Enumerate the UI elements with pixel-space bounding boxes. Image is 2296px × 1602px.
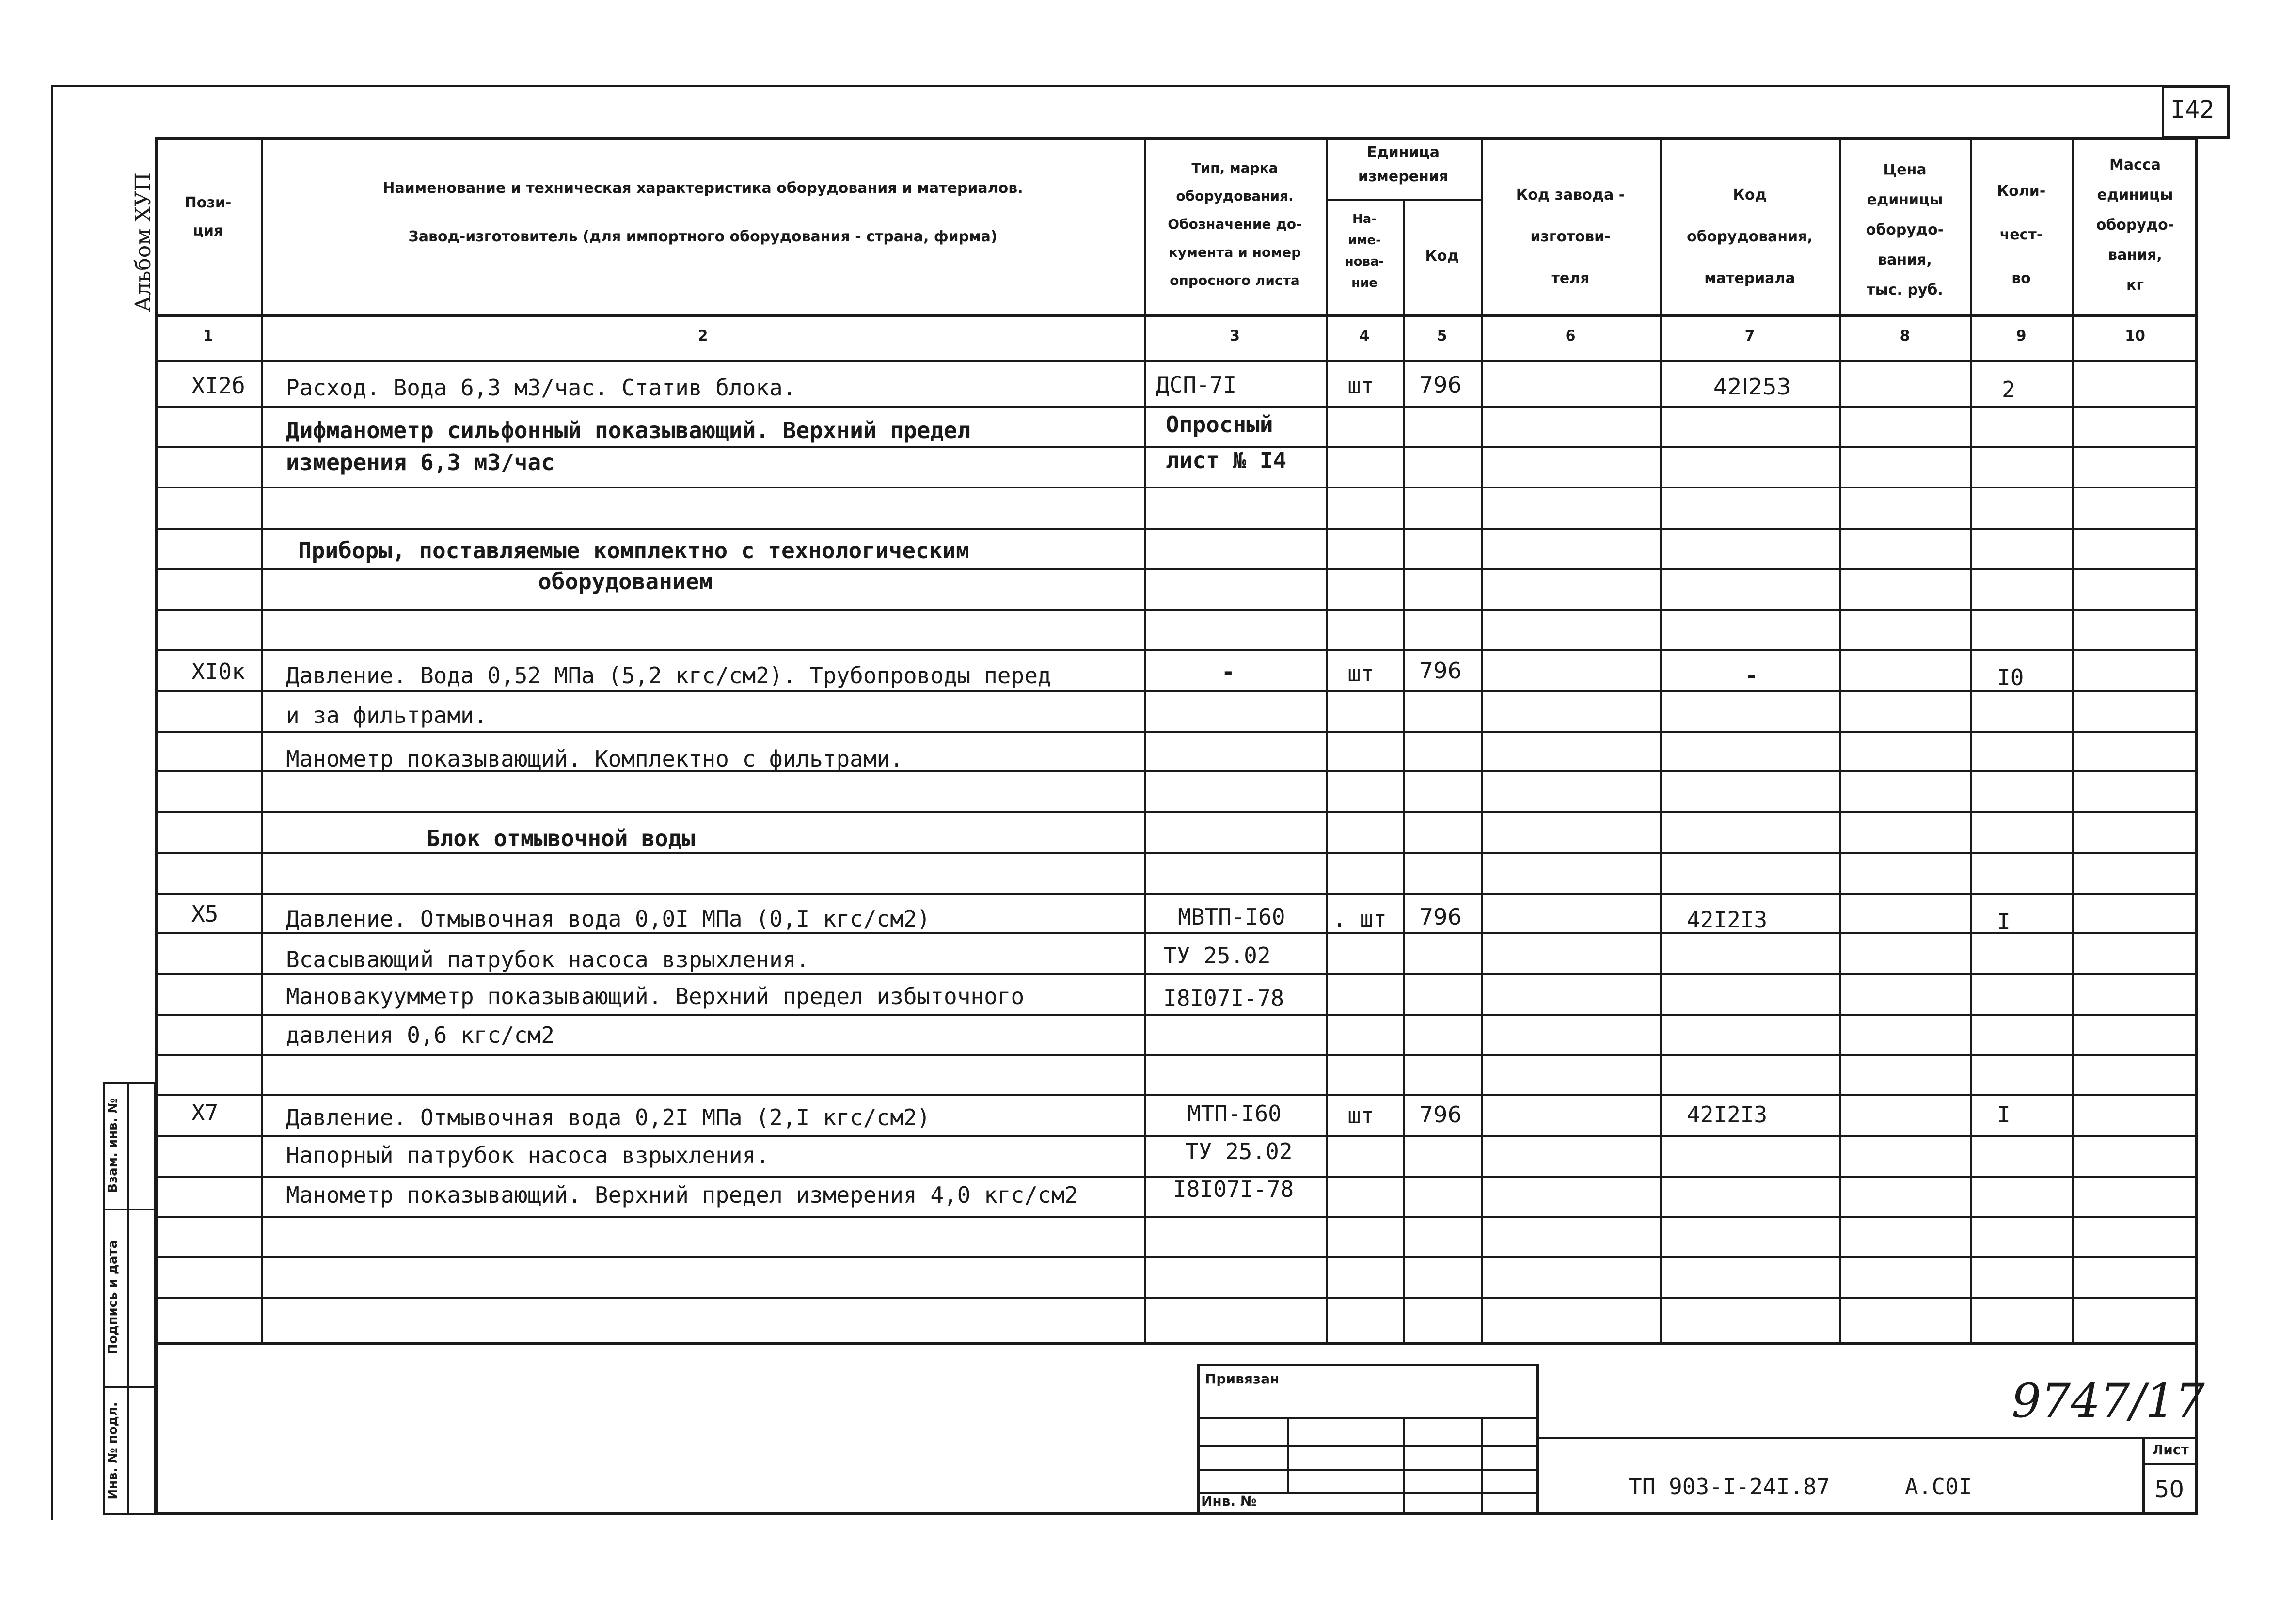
album-label: Альбом ХУП	[131, 173, 156, 312]
colnum-1: 1	[203, 328, 213, 345]
col-line-9	[2072, 137, 2074, 1342]
colnum-6: 6	[1565, 328, 1576, 345]
tb-line	[1403, 1417, 1405, 1515]
col-line-3	[1326, 137, 1328, 1342]
header-unit-code: Код	[1425, 248, 1459, 265]
row-unit-code: 796	[1419, 372, 1462, 398]
list-box-line	[2142, 1463, 2198, 1465]
header-unit-name: На- име- нова- ние	[1345, 212, 1384, 290]
section-heading: Приборы, поставляемые комплектно с технологическим	[298, 537, 969, 564]
row-type: Опросный	[1166, 411, 1273, 438]
tb-doc-line	[1539, 1437, 2198, 1439]
row-description: Давление. Отмывочная вода 0,0I МПа (0,I кгс/см2)	[286, 906, 931, 932]
colnum-8: 8	[1900, 328, 1910, 345]
row-line	[155, 731, 2198, 733]
row-description: Всасывающий патрубок насоса взрыхления.	[286, 946, 810, 973]
row-line	[155, 1094, 2198, 1096]
row-position: X5	[191, 901, 219, 927]
row-type: -	[1221, 659, 1235, 685]
page-left-border	[51, 85, 53, 1520]
tb-line	[1287, 1417, 1289, 1494]
row-position: XI2б	[191, 373, 245, 399]
side-stamp-line	[127, 1082, 129, 1515]
row-description: Манометр показывающий. Верхний предел измерения 4,0 кгс/см2	[286, 1182, 1078, 1208]
colnum-9: 9	[2016, 328, 2027, 345]
header-position: Пози- ция	[184, 194, 232, 239]
row-description: Расход. Вода 6,3 м3/час. Статив блока.	[286, 375, 796, 401]
row-description: Манометр показывающий. Комплектно с фильтрами.	[286, 746, 903, 772]
colnum-5: 5	[1437, 328, 1447, 345]
row-line	[155, 649, 2198, 651]
tb-line	[1197, 1445, 1539, 1447]
privyazan-label: Привязан	[1205, 1371, 1280, 1387]
row-type: ТУ 25.02	[1185, 1138, 1293, 1164]
row-unit: шт	[1347, 660, 1375, 687]
header-quantity: Коли- чест- во	[1996, 183, 2046, 287]
colnum-4: 4	[1359, 328, 1370, 345]
row-line	[155, 690, 2198, 692]
row-position: XI0к	[191, 659, 245, 685]
colnum-7: 7	[1744, 328, 1755, 345]
table-body-bottom	[155, 1342, 2198, 1345]
row-equip-code: -	[1745, 662, 1758, 689]
row-line	[155, 1297, 2198, 1299]
sheet-code: А.С0I	[1905, 1474, 1972, 1500]
row-unit-code: 796	[1419, 1101, 1462, 1128]
tb-line	[1481, 1417, 1483, 1515]
header-plant-code: Код завода - изготови- теля	[1516, 187, 1625, 287]
row-line	[155, 1054, 2198, 1056]
section-heading: Блок отмывочной воды	[427, 825, 695, 851]
col-line-6	[1660, 137, 1662, 1342]
col-line-1	[261, 137, 263, 1342]
row-unit-code: 796	[1419, 658, 1462, 684]
row-description: Дифманометр сильфонный показывающий. Верхний предел	[286, 417, 971, 443]
row-position: X7	[191, 1099, 219, 1126]
row-description: Давление. Вода 0,52 МПа (5,2 кгс/см2). Трубопроводы перед	[286, 662, 1051, 689]
doc-code: ТП 903-I-24I.87	[1629, 1474, 1830, 1500]
row-line	[155, 893, 2198, 895]
unit-group-line	[1326, 199, 1481, 201]
tb-line	[1197, 1417, 1539, 1419]
row-unit: шт	[1347, 1102, 1375, 1129]
header-type: Тип, марка оборудования. Обозначение до- кумента и номер опросного листа	[1168, 160, 1302, 288]
side-stamp-vzam-inv: Взам. инв. №	[106, 1098, 120, 1193]
row-type: I8I07I-78	[1163, 985, 1284, 1011]
row-quantity: I	[1997, 1101, 2011, 1128]
row-quantity: I	[1997, 909, 2011, 935]
row-equip-code: 42I253	[1713, 374, 1791, 400]
row-equip-code: 42I2I3	[1687, 907, 1768, 933]
row-description: Напорный патрубок насоса взрыхления.	[286, 1142, 769, 1168]
row-description: давления 0,6 кгс/см2	[286, 1022, 554, 1048]
row-type: МТП-I60	[1188, 1100, 1282, 1127]
row-type: ДСП-7I	[1156, 372, 1237, 398]
row-line	[155, 487, 2198, 488]
list-label: Лист	[2152, 1442, 2189, 1458]
row-equip-code: 42I2I3	[1687, 1101, 1768, 1128]
col-line-5	[1481, 137, 1483, 1342]
row-line	[155, 1135, 2198, 1137]
row-line	[155, 1216, 2198, 1218]
page-top-border	[51, 85, 2164, 87]
handwritten-number: 9747/17	[2011, 1374, 2205, 1428]
header-mass: Масса единицы оборудо- вания, кг	[2096, 157, 2174, 294]
row-type: МВТП-I60	[1178, 904, 1285, 930]
colnum-3: 3	[1230, 328, 1240, 345]
row-unit: . шт	[1333, 906, 1387, 932]
row-type: I8I07I-78	[1173, 1176, 1294, 1202]
header-bottom-line	[155, 314, 2198, 317]
row-type: лист № I4	[1166, 447, 1287, 473]
row-line	[155, 1256, 2198, 1258]
row-quantity: I0	[1997, 664, 2024, 691]
section-heading: оборудованием	[538, 568, 713, 595]
row-line	[155, 528, 2198, 530]
row-line	[155, 1014, 2198, 1016]
side-stamp-inv-podl: Инв. № подл.	[106, 1402, 120, 1500]
tb-line	[1197, 1469, 1539, 1471]
header-name-line1: Наименование и техническая характеристика оборудования и материалов.	[382, 180, 1023, 197]
side-stamp-podpis: Подпись и дата	[106, 1240, 120, 1355]
row-quantity: 2	[2002, 377, 2015, 403]
header-price: Цена единицы оборудо- вания, тыс. руб.	[1866, 161, 1944, 298]
list-number: 50	[2154, 1476, 2185, 1503]
colnum-bottom-line	[155, 360, 2198, 362]
colnum-2: 2	[697, 328, 708, 345]
sheet-top-number: I42	[2170, 95, 2215, 124]
row-description: Мановакуумметр показывающий. Верхний предел избыточного	[286, 983, 1025, 1009]
header-name-line2: Завод-изготовитель (для импортного оборудования - страна, фирма)	[408, 228, 998, 245]
row-line	[155, 568, 2198, 570]
row-description: и за фильтрами.	[286, 702, 488, 728]
inv-no-label: Инв. №	[1201, 1493, 1257, 1509]
row-unit-code: 796	[1419, 904, 1462, 930]
row-line	[155, 609, 2198, 611]
col-line-7	[1839, 137, 1841, 1342]
row-line	[155, 406, 2198, 408]
row-type: ТУ 25.02	[1163, 942, 1271, 969]
row-description: измерения 6,3 м3/час	[286, 449, 554, 475]
row-description: Давление. Отмывочная вода 0,2I МПа (2,I кгс/см2)	[286, 1104, 931, 1131]
row-line	[155, 811, 2198, 813]
row-unit: шт	[1347, 373, 1375, 399]
col-line-8	[1970, 137, 1972, 1342]
header-equip-code: Код оборудования, материала	[1687, 187, 1813, 287]
colnum-10: 10	[2125, 328, 2145, 345]
header-unit-group: Единица измерения	[1358, 144, 1449, 185]
col-line-2	[1144, 137, 1146, 1342]
